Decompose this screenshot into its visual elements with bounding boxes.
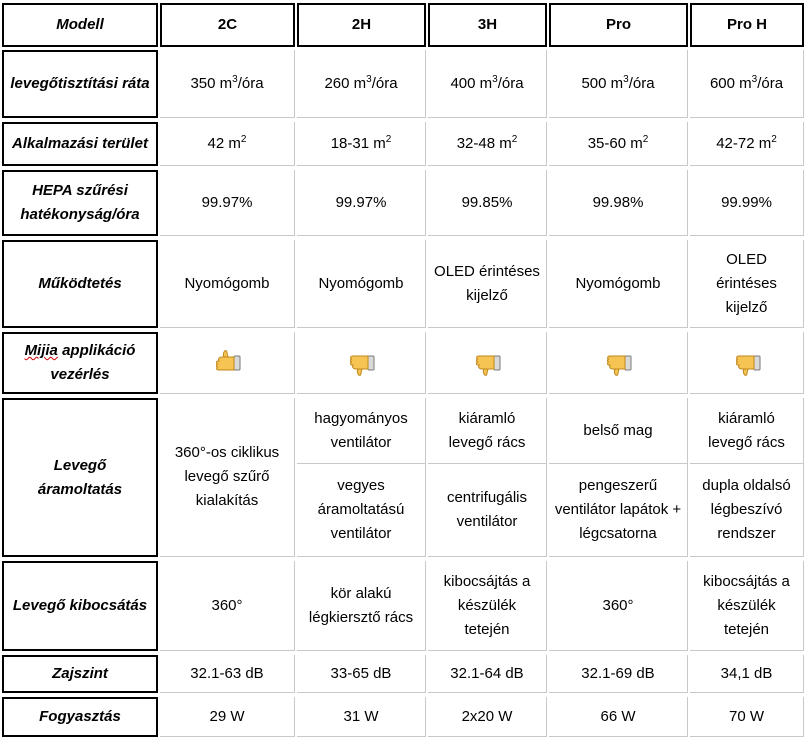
cell-app-2h	[297, 332, 426, 394]
cell-noise-3h: 32.1-64 dB	[428, 655, 547, 693]
row-label-airflow: Levegő áramoltatás	[2, 398, 158, 557]
header-2h: 2H	[297, 3, 426, 47]
row-label-app	[2, 332, 158, 394]
cell-area-2h: 18-31 $m^2$	[297, 122, 426, 166]
cell-control-pro: Nyomógomb	[549, 240, 688, 328]
header-2c: 2C	[160, 3, 295, 47]
thumbs-up-icon	[346, 350, 376, 376]
cell-hepa-pro: 99.98%	[549, 170, 688, 236]
row-outlet	[2, 561, 804, 651]
cell-power-2h: 31 W	[297, 697, 426, 737]
cell-outlet-3h: kibocsájtás a készülék tetején	[428, 561, 547, 651]
header-pro-h: Pro H	[690, 3, 804, 47]
thumbs-up-icon	[472, 350, 502, 376]
cell-airflow-top-2h: hagyományos ventilátor	[297, 398, 426, 464]
cell-control-2h: Nyomógomb	[297, 240, 426, 328]
cell-airflow-bottom-3h: centrifugális ventilátor	[428, 464, 547, 557]
row-area	[2, 122, 804, 166]
cell-airflow-top-pro-h: kiáramló levegő rács	[690, 398, 804, 464]
cell-rate-2h: 260 $m^3$/óra	[297, 50, 426, 118]
cell-outlet-2h: kör alakú légkiersztő rács	[297, 561, 426, 651]
cell-airflow-bottom-pro-h: dupla oldalsó légbeszívó rendszer	[690, 464, 804, 557]
cell-area-2c: 42 $m^2$	[160, 122, 295, 166]
cell-area-3h: 32-48 $m^2$	[428, 122, 547, 166]
cell-outlet-2c: 360°	[160, 561, 295, 651]
row-control	[2, 240, 804, 328]
row-label-hepa: HEPA szűrési hatékonyság/óra	[2, 170, 158, 236]
cell-power-pro-h: 70 W	[690, 697, 804, 737]
row-label-rate: levegőtisztítási ráta	[2, 50, 158, 118]
row-label-noise: Zajszint	[2, 655, 158, 693]
row-airflow-top	[2, 398, 804, 464]
cell-airflow-2c: 360°-os ciklikus levegő szűrő kialakítás	[160, 398, 295, 557]
cell-app-pro	[549, 332, 688, 394]
cell-control-pro-h: OLED érintéses kijelző	[690, 240, 804, 328]
cell-area-pro-h: 42-72 $m^2$	[690, 122, 804, 166]
cell-noise-pro-h: 34,1 dB	[690, 655, 804, 693]
row-app	[2, 332, 804, 394]
cell-power-2c: 29 W	[160, 697, 295, 737]
cell-hepa-pro-h: 99.99%	[690, 170, 804, 236]
cell-hepa-2h: 99.97%	[297, 170, 426, 236]
header-model: Modell	[2, 3, 158, 47]
cell-control-2c: Nyomógomb	[160, 240, 295, 328]
cell-airflow-bottom-pro: pengeszerű ventilátor lapátok + légcsatorna	[549, 464, 688, 557]
cell-app-pro-h	[690, 332, 804, 394]
thumbs-down-icon	[212, 350, 242, 376]
row-rate	[2, 50, 804, 118]
header-3h: 3H	[428, 3, 547, 47]
thumbs-up-icon	[732, 350, 762, 376]
cell-control-3h: OLED érintéses kijelző	[428, 240, 547, 328]
cell-rate-pro-h: 600 $m^3$/óra	[690, 50, 804, 118]
cell-hepa-2c: 99.97%	[160, 170, 295, 236]
cell-hepa-3h: 99.85%	[428, 170, 547, 236]
header-pro: Pro	[549, 3, 688, 47]
cell-airflow-bottom-2h: vegyes áramoltatású ventilátor	[297, 464, 426, 557]
cell-rate-3h: 400 $m^3$/óra	[428, 50, 547, 118]
cell-area-pro: 35-60 $m^2$	[549, 122, 688, 166]
cell-outlet-pro-h: kibocsájtás a készülék tetején	[690, 561, 804, 651]
cell-power-pro: 66 W	[549, 697, 688, 737]
cell-app-3h	[428, 332, 547, 394]
cell-rate-2c: 350 $m^3$/óra	[160, 50, 295, 118]
row-label-app-mijia: Mijia	[24, 342, 58, 359]
thumbs-up-icon	[603, 350, 633, 376]
cell-noise-2h: 33-65 dB	[297, 655, 426, 693]
cell-app-2c	[160, 332, 295, 394]
row-label-outlet: Levegő kibocsátás	[2, 561, 158, 651]
cell-noise-pro: 32.1-69 dB	[549, 655, 688, 693]
header-row	[2, 3, 804, 47]
cell-airflow-top-pro: belső mag	[549, 398, 688, 464]
cell-noise-2c: 32.1-63 dB	[160, 655, 295, 693]
cell-power-3h: 2x20 W	[428, 697, 547, 737]
row-label-area: Alkalmazási terület	[2, 122, 158, 166]
row-label-power: Fogyasztás	[2, 697, 158, 737]
cell-airflow-top-3h: kiáramló levegő rács	[428, 398, 547, 464]
comparison-table	[2, 3, 804, 737]
row-label-app-rest: applikáció vezérlés	[50, 342, 136, 383]
row-power	[2, 697, 804, 737]
row-noise	[2, 655, 804, 693]
cell-rate-pro: 500 $m^3$/óra	[549, 50, 688, 118]
row-hepa	[2, 170, 804, 236]
row-label-control: Működtetés	[2, 240, 158, 328]
cell-outlet-pro: 360°	[549, 561, 688, 651]
